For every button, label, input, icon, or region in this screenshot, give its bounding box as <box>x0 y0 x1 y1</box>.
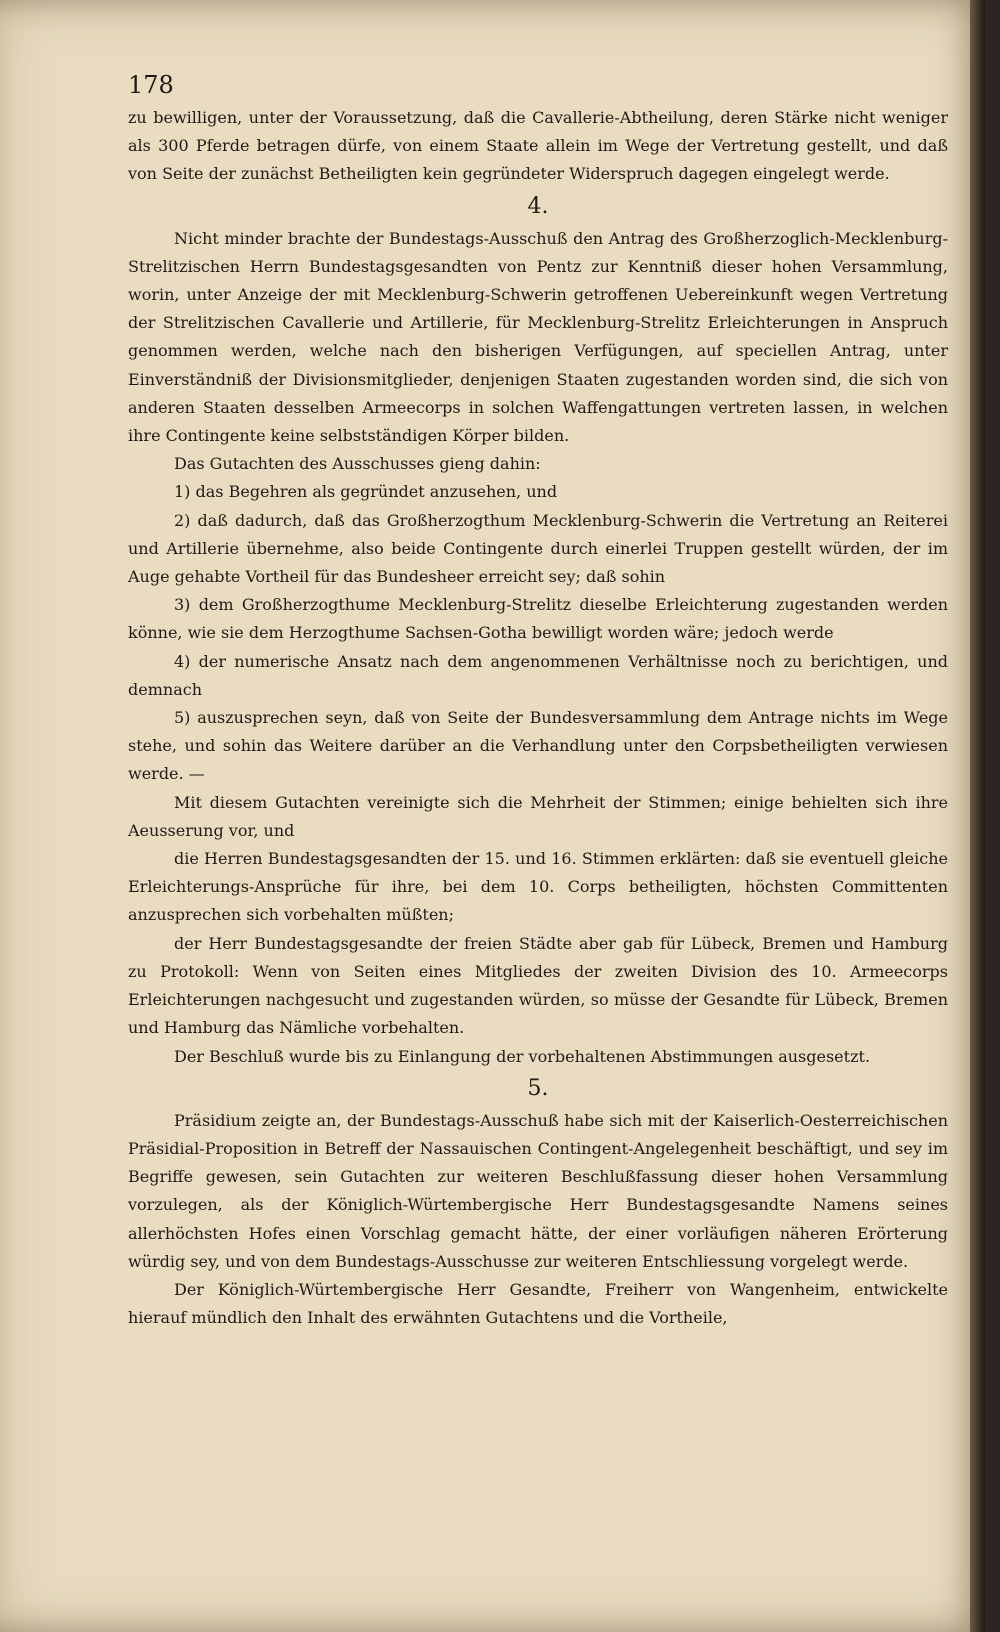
list-item: 3) dem Großherzogthume Mecklenburg-Strelitz dieselbe Erleichterung zugestanden werden könne, wie sie dem Herzogthume Sachsen-Gotha bewilligt worden wäre; jedoch werde <box>128 595 948 643</box>
list-item: 4) der numerische Ansatz nach dem angenommenen Verhältnisse noch zu berichtigen, und demnach <box>128 651 948 699</box>
page-number: 178 <box>128 71 174 99</box>
paragraph: der Herr Bundestagsgesandte der freien Städte aber gab für Lübeck, Bremen und Hamburg zu Protokoll: Wenn von Seiten eines Mitgliedes der zweiten Division des 10. Armeecorps Erleichterungen nachgesucht und zugestanden würden, so müsse der Gesandte für Lübeck, Bremen und Hamburg das Nämliche vorbehalten. <box>128 933 948 1038</box>
page-content <box>128 70 948 1332</box>
list-item: 2) daß dadurch, daß das Großherzogthum Mecklenburg-Schwerin die Vertretung an Reiterei und Artillerie übernehme, also beide Contingente durch einerlei Truppen gestellt würden, der im Auge gehabte Vortheil für das Bundesheer erreicht sey; daß sohin <box>128 510 948 587</box>
list-item: 5) auszusprechen seyn, daß von Seite der Bundesversammlung dem Antrage nichts im Wege stehe, und sohin das Weitere darüber an die Verhandlung unter den Corpsbetheiligten verwiesen werde. — <box>128 708 948 784</box>
paragraph: Das Gutachten des Ausschusses gieng dahin: <box>174 454 541 474</box>
paragraph: Der Königlich-Würtembergische Herr Gesandte, Freiherr von Wangenheim, entwickelte hierauf mündlich den Inhalt des erwähnten Gutachtens und die Vortheile, <box>128 1279 948 1328</box>
list-item: 1) das Begehren als gegründet anzusehen, und <box>174 482 558 502</box>
paragraph: die Herren Bundestagsgesandten der 15. und 16. Stimmen erklärten: daß sie eventuell gleiche Erleichterungs-Ansprüche für ihre, bei dem 10. Corps betheiligten, höchsten Committenten anzusprechen sich vorbehalten müßten; <box>128 849 948 925</box>
section-number: 4. <box>527 193 549 219</box>
section-number: 5. <box>527 1075 549 1101</box>
page-edge <box>970 0 985 1632</box>
paragraph: Der Beschluß wurde bis zu Einlangung der vorbehaltenen Abstimmungen ausgesetzt. <box>174 1046 871 1066</box>
paragraph: Präsidium zeigte an, der Bundestags-Ausschuß habe sich mit der Kaiserlich-Oesterreichischen Präsidial-Proposition in Betreff der Nassauischen Contingent-Angelegenheit beschäftigt, und sey im Begriffe gewesen, sein Gutachten zur weiteren Beschlußfassung dieser hohen Versammlung vorzulegen, als der Königlich-Würtembergische Herr Bundestagsgesandte Namens seines allerhöchsten Hofes einen Vorschlag gemacht hätte, der einer vorläufigen näheren Erörterung würdig sey, und von dem Bundestags-Ausschusse zur weiteren Entschliessung vorgelegt werde. <box>128 1110 948 1271</box>
paragraph: Nicht minder brachte der Bundestags-Ausschuß den Antrag des Großherzoglich-Mecklenburg-Strelitzischen Herrn Bundestagsgesandten von Pentz zur Kenntniß dieser hohen Versammlung, worin, unter Anzeige der mit Mecklenburg-Schwerin getroffenen Uebereinkunft wegen Vertretung der Strelitzischen Cavallerie und Artillerie, für Mecklenburg-Strelitz Erleichterungen in Anspruch genommen werden, welche nach den bisherigen Verfügungen, auf speciellen Antrag, unter Einverständniß der Divisionsmitglieder, denjenigen Staaten zugestanden worden sind, die sich von anderen Staaten desselben Armeecorps in solchen Waffengattungen vertreten lassen, in welchen ihre Contingente keine selbstständigen Körper bilden. <box>128 228 948 446</box>
paragraph: Mit diesem Gutachten vereinigte sich die Mehrheit der Stimmen; einige behielten sich ihre Aeusserung vor, und <box>128 792 948 840</box>
paragraph: zu bewilligen, unter der Voraussetzung, daß die Cavallerie-Abtheilung, deren Stärke nicht weniger als 300 Pferde betragen dürfe, von einem Staate allein im Wege der Vertretung gestellt, und daß von Seite der zunächst Betheiligten kein gegründeter Widerspruch dagegen eingelegt werde. <box>128 108 948 184</box>
